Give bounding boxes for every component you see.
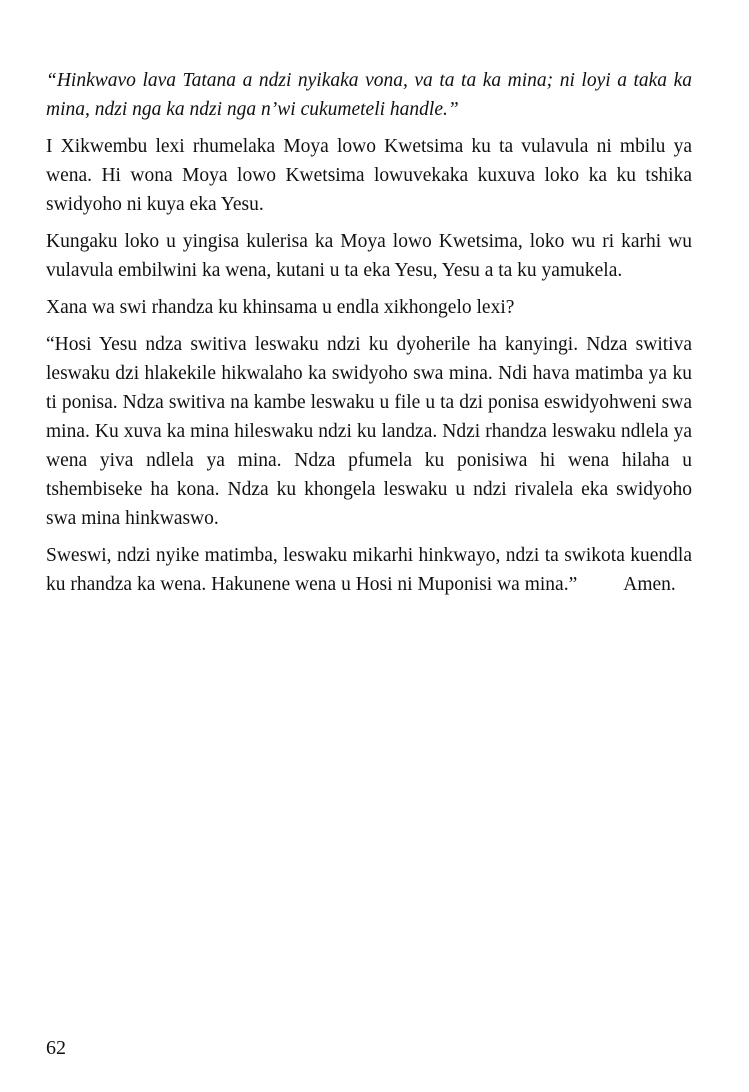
- page-number: 62: [46, 1037, 66, 1059]
- prayer-closing-text: Sweswi, ndzi nyike matimba, leswaku mikarhi hinkwayo, ndzi ta swikota kuendla ku rhandza ka wena. Hakunene wena u Hosi ni Muponisi wa mina.”: [46, 545, 692, 595]
- amen-text: Amen.: [623, 574, 676, 595]
- scripture-quote: “Hinkwavo lava Tatana a ndzi nyikaka vona, va ta ta ka mina; ni loyi a taka ka mina, ndzi nga ka ndzi nga n’wi cukumeteli handle.”: [46, 70, 692, 120]
- page-body: [46, 66, 692, 607]
- prayer-closing-paragraph: [46, 541, 692, 599]
- paragraph-question: Xana wa swi rhandza ku khinsama u endla xikhongelo lexi?: [46, 297, 515, 318]
- paragraph-holy-spirit: I Xikwembu lexi rhumelaka Moya lowo Kwetsima ku ta vulavula ni mbilu ya wena. Hi wona Moya lowo Kwetsima lowuvekaka kuxuva loko ka ku tshika swidyoho ni kuya eka Yesu.: [46, 136, 692, 215]
- prayer-paragraph: “Hosi Yesu ndza switiva leswaku ndzi ku dyoherile ha kanyingi. Ndza switiva leswaku dzi hlakekile hikwalaho ka swidyoho swa mina. Ndi hava matimba ya ku ti ponisa. Ndza switiva na kambe leswaku u file u ta dzi ponisa eswidyohweni swa mina. Ku xuva ka mina hileswaku ndzi ku landza. Ndzi rhandza leswaku ndlela ya wena yiva ndlela ya mina. Ndza pfumela ku ponisiwa hi wena hilaha u tshembiseke ha kona. Ndza ku khongela leswaku u ndzi rivalela eka swidyoho swa mina hinkwaswo.: [46, 334, 692, 529]
- paragraph-listen: Kungaku loko u yingisa kulerisa ka Moya lowo Kwetsima, loko wu ri karhi wu vulavula embilwini ka wena, kutani u ta eka Yesu, Yesu a ta ku yamukela.: [46, 231, 692, 281]
